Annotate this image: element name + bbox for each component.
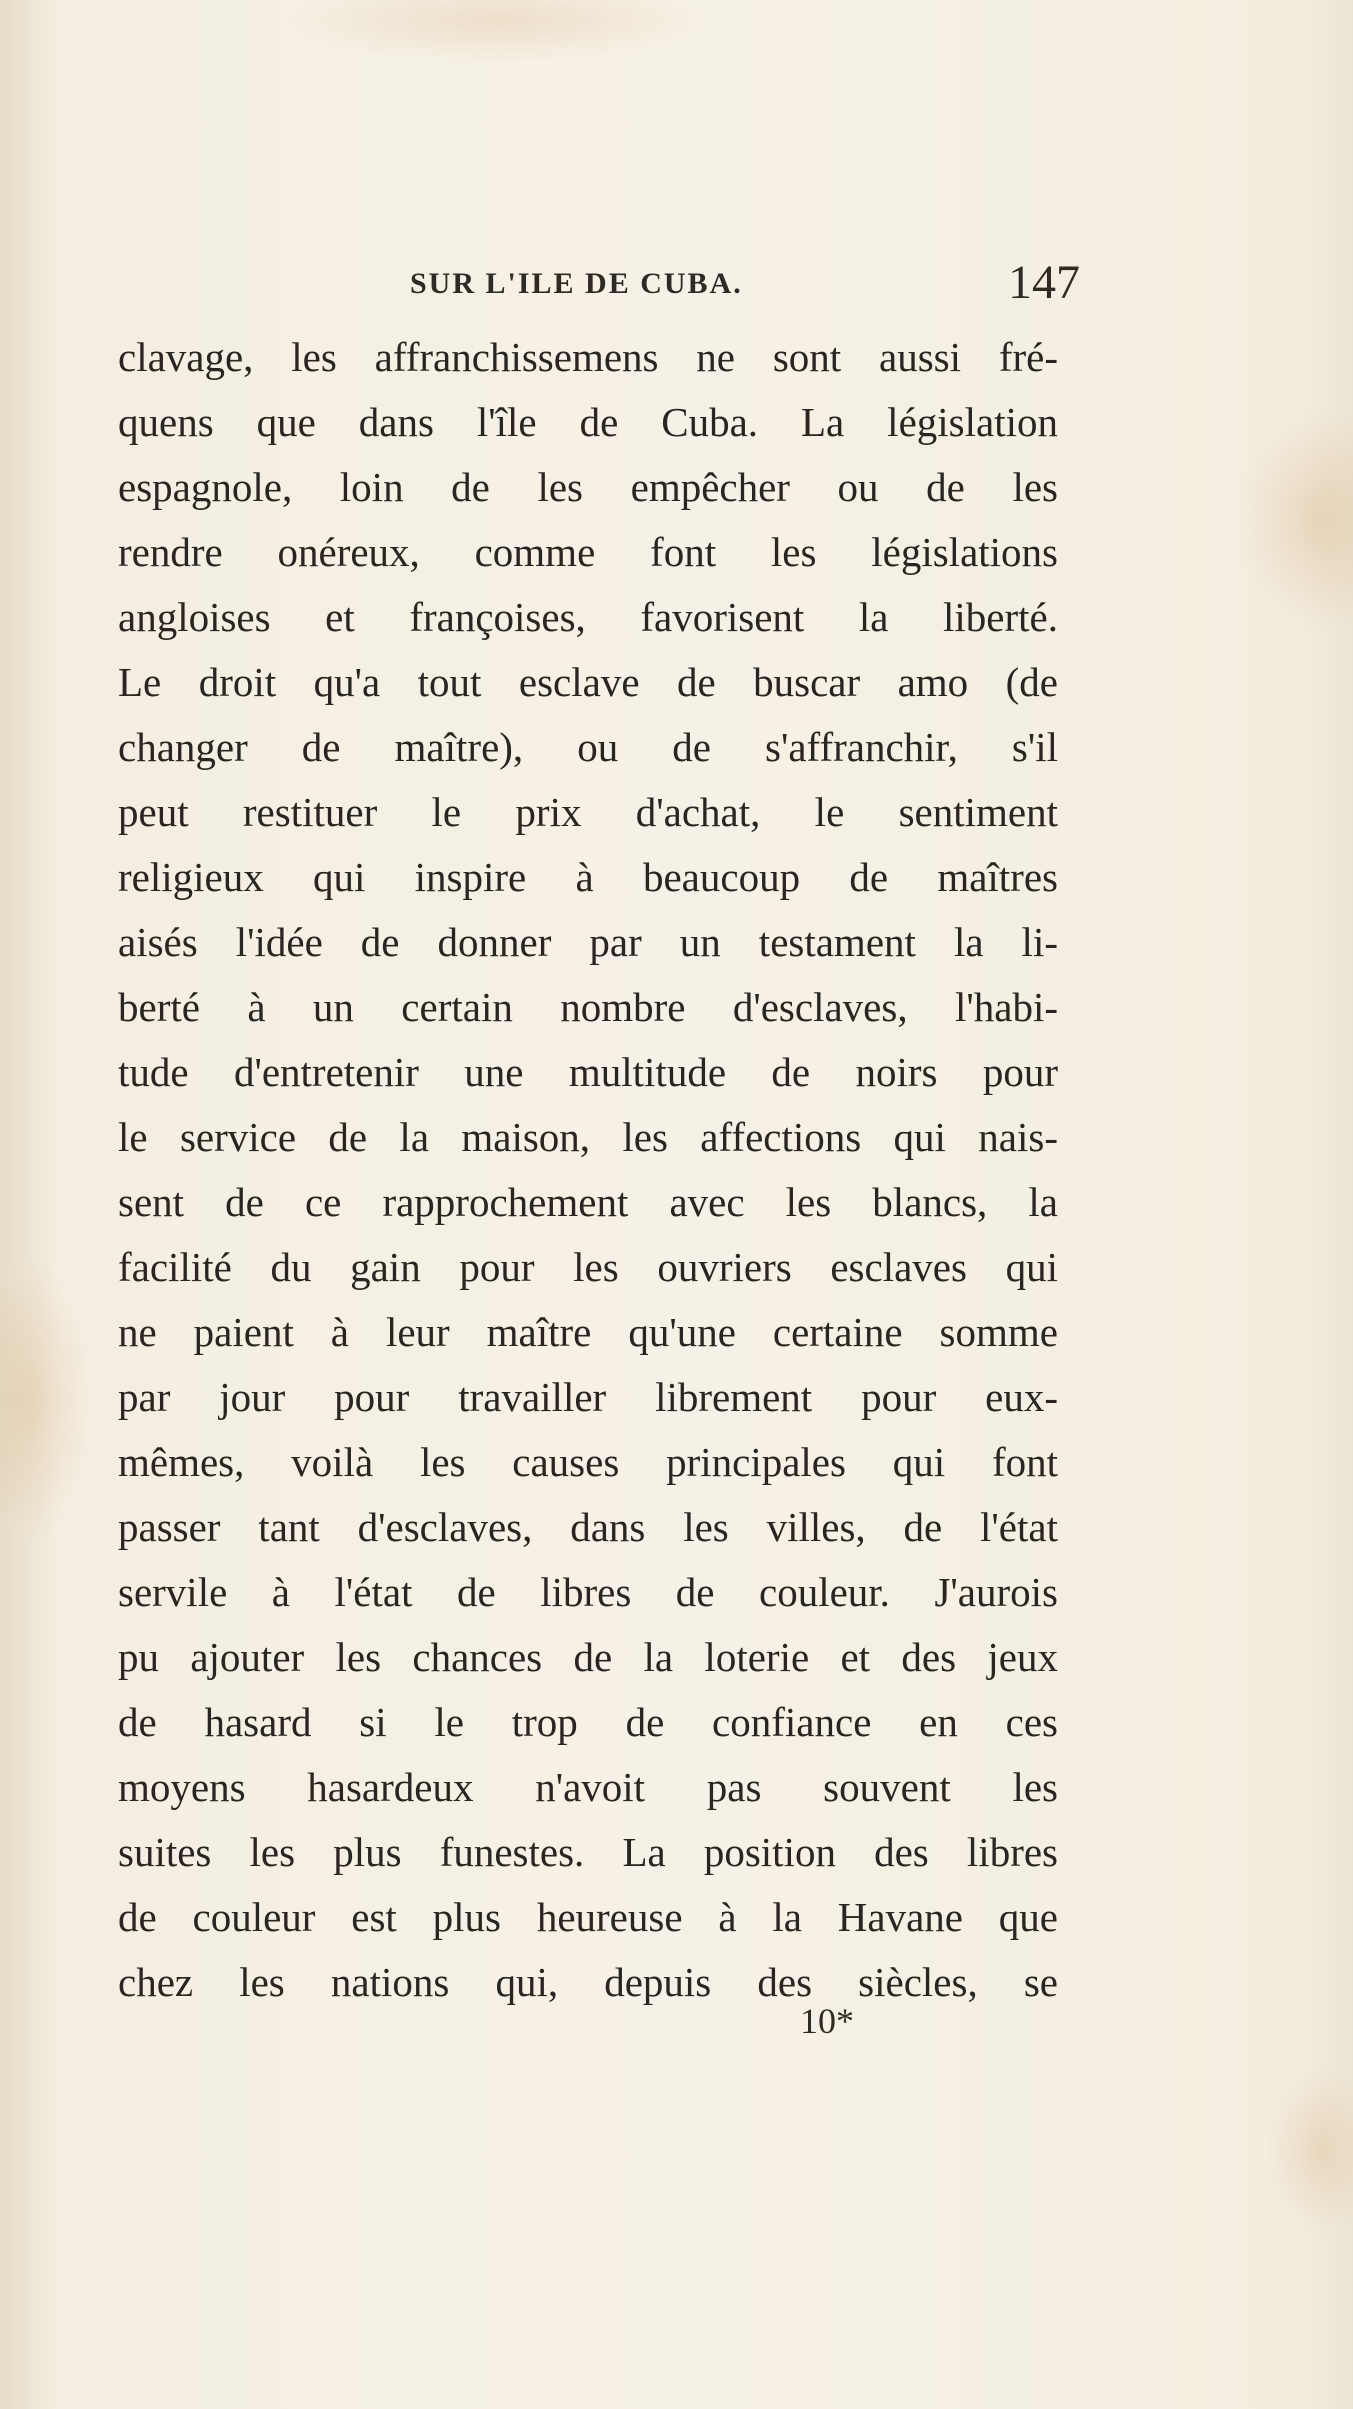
text-line: chez les nations qui, depuis des siècles, se [118, 1959, 1058, 2005]
signature-mark: 10* [800, 2001, 854, 2041]
text-line: pu ajouter les chances de la loterie et des jeux [118, 1634, 1058, 1680]
text-line: angloises et françoises, favorisent la liberté. [118, 594, 1058, 640]
body-text [118, 325, 1058, 2015]
text-line: religieux qui inspire à beaucoup de maîtres [118, 854, 1058, 900]
text-line: Le droit qu'a tout esclave de buscar amo (de [118, 659, 1058, 705]
running-head [120, 255, 1080, 315]
text-line: peut restituer le prix d'achat, le sentiment [118, 789, 1058, 835]
text-line: espagnole, loin de les empêcher ou de les [118, 464, 1058, 510]
page-number: 147 [1008, 256, 1080, 309]
text-line: sent de ce rapprochement avec les blancs, la [118, 1179, 1058, 1225]
text-line: servile à l'état de libres de couleur. J'aurois [118, 1569, 1058, 1615]
text-line: passer tant d'esclaves, dans les villes, de l'état [118, 1504, 1058, 1550]
text-line: de hasard si le trop de confiance en ces [118, 1699, 1058, 1745]
text-line: facilité du gain pour les ouvriers esclaves qui [118, 1244, 1058, 1290]
running-title: SUR L'ILE DE CUBA. [410, 267, 743, 300]
text-line: changer de maître), ou de s'affranchir, s'il [118, 724, 1058, 770]
text-line: clavage, les affranchissemens ne sont aussi fré- [118, 334, 1058, 380]
text-line: le service de la maison, les affections qui nais- [118, 1114, 1058, 1160]
text-line: rendre onéreux, comme font les législations [118, 529, 1058, 575]
text-line: moyens hasardeux n'avoit pas souvent les [118, 1764, 1058, 1810]
text-line: aisés l'idée de donner par un testament la li- [118, 919, 1058, 965]
text-line: mêmes, voilà les causes principales qui font [118, 1439, 1058, 1485]
text-line: tude d'entretenir une multitude de noirs pour [118, 1049, 1058, 1095]
text-line: berté à un certain nombre d'esclaves, l'habi- [118, 984, 1058, 1030]
text-line: suites les plus funestes. La position des libres [118, 1829, 1058, 1875]
text-line: par jour pour travailler librement pour eux- [118, 1374, 1058, 1420]
text-line: quens que dans l'île de Cuba. La législation [118, 399, 1058, 445]
text-line: de couleur est plus heureuse à la Havane que [118, 1894, 1058, 1940]
text-line: ne paient à leur maître qu'une certaine somme [118, 1309, 1058, 1355]
